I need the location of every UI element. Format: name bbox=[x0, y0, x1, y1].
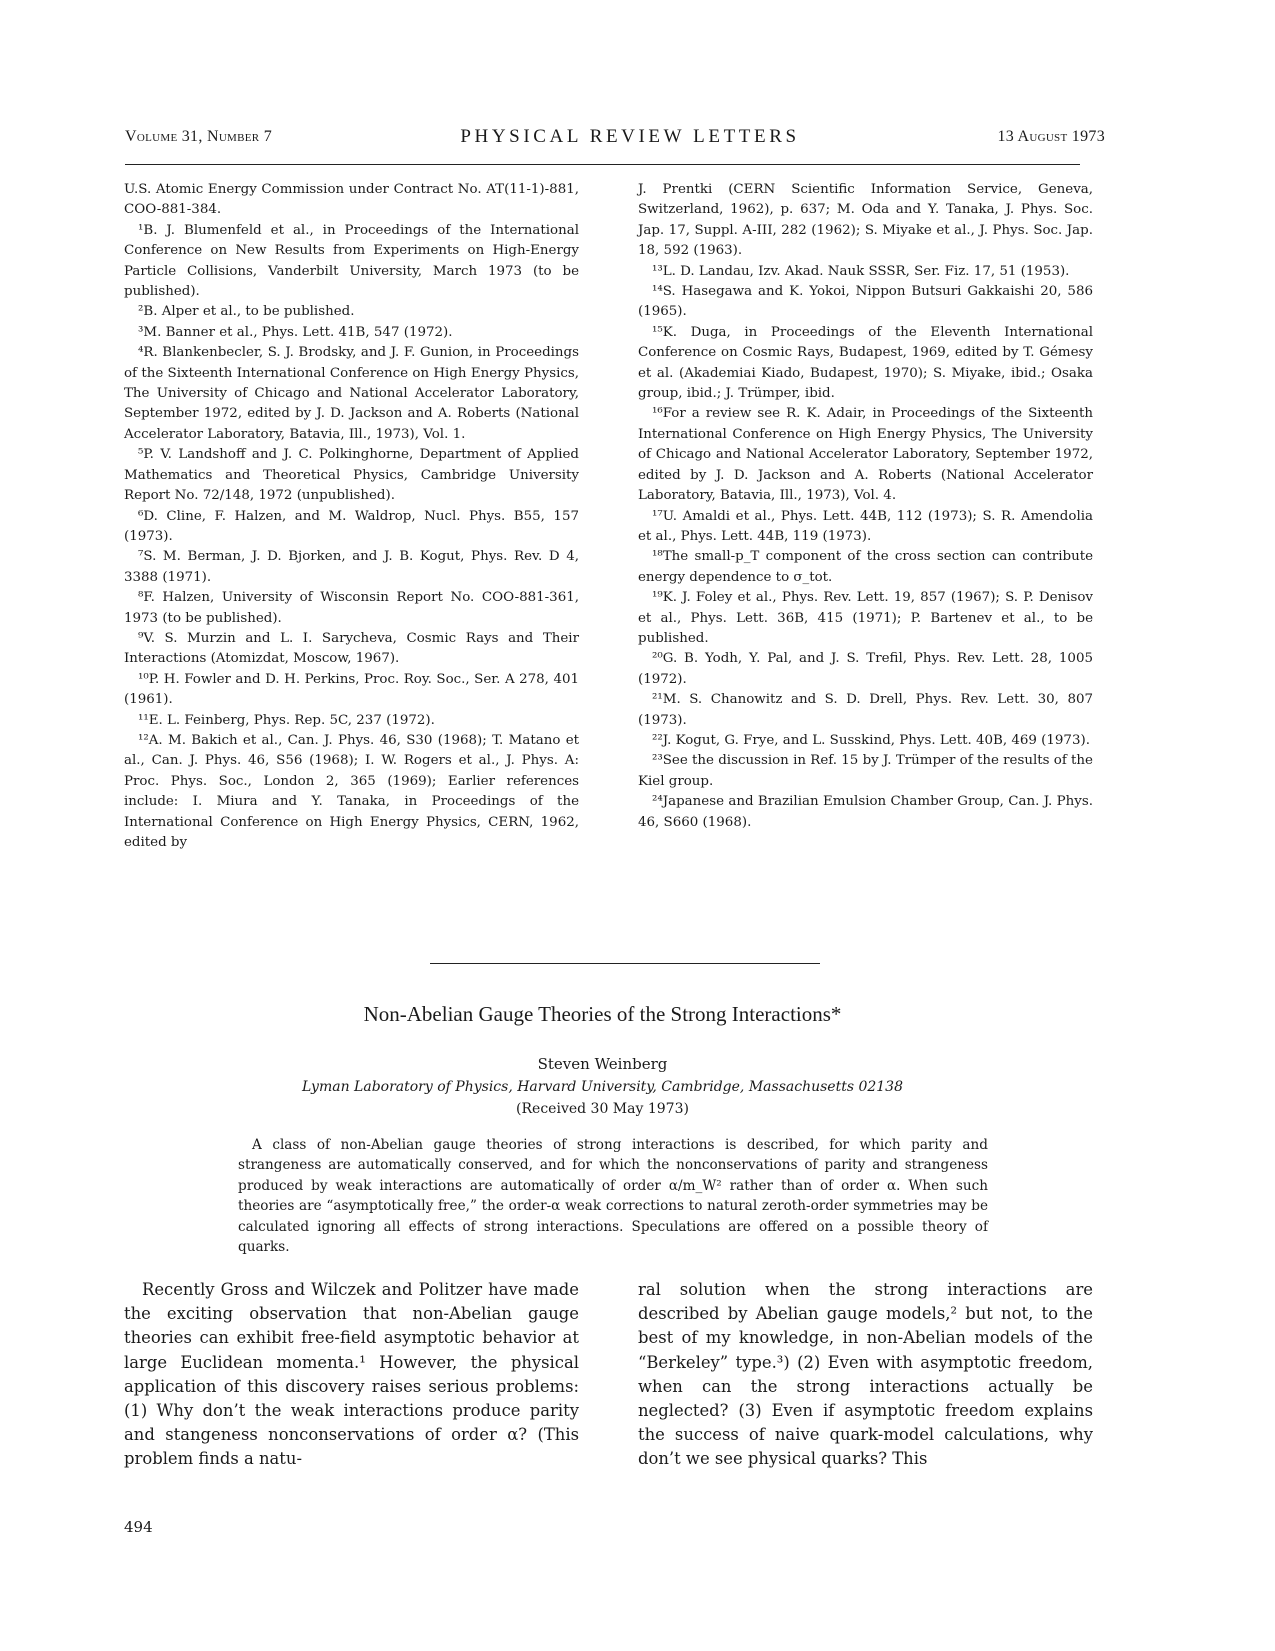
body-text-left-column: Recently Gross and Wilczek and Politzer have made the exciting observation that non-Abelian gauge theories can exhibit free-field asymptotic behavior at large Euclidean momenta.¹ However, the physical application of this discovery raises serious problems: (1) Why don’t the weak interactions produce parity and stangeness nonconservations of order α? (This problem finds a natu- bbox=[124, 1280, 579, 1469]
reference-entry: J. Prentki (CERN Scientific Information Service, Geneva, Switzerland, 1962), p. 637; M. Oda and Y. Tanaka, J. Phys. Soc. Jap. 17, Suppl. A-III, 282 (1962); S. Miyake et al., J. Phys. Soc. Jap. 18, 592 (1963). bbox=[638, 182, 1093, 259]
reference-entry: ²⁴Japanese and Brazilian Emulsion Chamber Group, Can. J. Phys. 46, S660 (1968). bbox=[638, 794, 1093, 830]
received-date: (Received 30 May 1973) bbox=[516, 1101, 689, 1117]
article-title: Non-Abelian Gauge Theories of the Strong Interactions* bbox=[363, 1002, 842, 1026]
reference-entry: ¹⁸The small-p_T component of the cross section can contribute energy dependence to σ_tot. bbox=[638, 549, 1093, 585]
reference-entry: ¹⁵K. Duga, in Proceedings of the Eleventh International Conference on Cosmic Rays, Budapest, 1969, edited by T. Gémesy et al. (Akademiai Kiado, Budapest, 1970); S. Miyake, ibid.; Osaka group, ibid.; J. Trümper, ibid. bbox=[638, 324, 1093, 402]
reference-entry: ²B. Alper et al., to be published. bbox=[138, 304, 355, 320]
reference-entry: ¹⁷U. Amaldi et al., Phys. Lett. 44B, 112 (1973); S. R. Amendolia et al., Phys. Lett. 44B, 119 (1973). bbox=[638, 508, 1093, 544]
reference-entry: ⁵P. V. Landshoff and J. C. Polkinghorne, Department of Applied Mathematics and Theoretical Physics, Cambridge University Report No. 72/148, 1972 (unpublished). bbox=[124, 447, 579, 504]
journal-name: PHYSICAL REVIEW LETTERS bbox=[460, 126, 800, 147]
reference-entry: ⁹V. S. Murzin and L. I. Sarycheva, Cosmic Rays and Their Interactions (Atomizdat, Moscow, 1967). bbox=[124, 630, 579, 667]
references-right-column bbox=[638, 180, 1093, 833]
reference-entry: ¹¹E. L. Feinberg, Phys. Rep. 5C, 237 (1972). bbox=[138, 712, 435, 728]
reference-entry: ¹⁶For a review see R. K. Adair, in Proceedings of the Sixteenth International Conference on High Energy Physics, The University of Chicago and National Accelerator Laboratory, September 1972, edited by J. D. Jackson and A. Roberts (National Accelerator Laboratory, Batavia, Ill., 1973), Vol. 4. bbox=[638, 406, 1093, 504]
page-number: 494 bbox=[124, 1518, 153, 1536]
reference-entry: ⁷S. M. Berman, J. D. Bjorken, and J. B. Kogut, Phys. Rev. D 4, 3388 (1971). bbox=[124, 549, 579, 585]
reference-entry: ³M. Banner et al., Phys. Lett. 41B, 547 (1972). bbox=[138, 324, 453, 340]
reference-entry: ²⁰G. B. Yodh, Y. Pal, and J. S. Trefil, Phys. Rev. Lett. 28, 1005 (1972). bbox=[638, 651, 1093, 687]
reference-entry: ¹²A. M. Bakich et al., Can. J. Phys. 46, S30 (1968); T. Matano et al., Can. J. Phys. 46, S56 (1968); I. W. Rogers et al., J. Phys. A: Proc. Phys. Soc., London 2, 365 (1969); Earlier references include: I. Miura and Y. Tanaka, in Proceedings of the International Conference on High Energy Physics, CERN, 1962, edited by bbox=[124, 732, 579, 850]
section-divider bbox=[430, 963, 820, 964]
reference-entry: ⁶D. Cline, F. Halzen, and M. Waldrop, Nucl. Phys. B55, 157 (1973). bbox=[124, 508, 579, 544]
reference-entry: U.S. Atomic Energy Commission under Contract No. AT(11-1)-881, COO-881-384. bbox=[124, 182, 579, 218]
volume-number: Volume 31, Number 7 bbox=[125, 128, 273, 145]
abstract: A class of non-Abelian gauge theories of strong interactions is described, for which parity and strangeness are automatically conserved, and for which the nonconservations of parity and strangeness produced by weak interactions are automatically of order α/m_W² rather than of order α. When such theories are “asymptotically free,” the order-α weak corrections to natural zeroth-order symmetries may be calculated ignoring all effects of strong interactions. Speculations are offered on a possible theory of quarks. bbox=[238, 1137, 988, 1256]
author-affiliation: Lyman Laboratory of Physics, Harvard University, Cambridge, Massachusetts 02138 bbox=[302, 1079, 903, 1095]
reference-entry: ¹B. J. Blumenfeld et al., in Proceedings of the International Conference on New Results from Experiments on High-Energy Particle Collisions, Vanderbilt University, March 1973 (to be published). bbox=[124, 222, 579, 300]
reference-entry: ¹⁹K. J. Foley et al., Phys. Rev. Lett. 19, 857 (1967); S. P. Denisov et al., Phys. Lett. 36B, 415 (1971); P. Bartenev et al., to be published. bbox=[638, 590, 1093, 646]
article-author: Steven Weinberg bbox=[537, 1055, 668, 1073]
reference-entry: ⁴R. Blankenbecler, S. J. Brodsky, and J. F. Gunion, in Proceedings of the Sixteenth International Conference on High Energy Physics, The University of Chicago and National Accelerator Laboratory, September 1972, edited by J. D. Jackson and A. Roberts (National Accelerator Laboratory, Batavia, Ill., 1973), Vol. 1. bbox=[124, 345, 579, 442]
reference-entry: ¹³L. D. Landau, Izv. Akad. Nauk SSSR, Ser. Fiz. 17, 51 (1953). bbox=[652, 263, 1070, 279]
reference-entry: ¹⁴S. Hasegawa and K. Yokoi, Nippon Butsuri Gakkaishi 20, 586 (1965). bbox=[638, 284, 1093, 320]
issue-date: 13 August 1973 bbox=[997, 128, 1105, 145]
reference-entry: ⁸F. Halzen, University of Wisconsin Report No. COO-881-361, 1973 (to be published). bbox=[124, 590, 579, 626]
references-left-column bbox=[124, 180, 579, 853]
reference-entry: ²³See the discussion in Ref. 15 by J. Trümper of the results of the Kiel group. bbox=[638, 753, 1093, 789]
body-text-right-column: ral solution when the strong interactions are described by Abelian gauge models,² but not, to the best of my knowledge, in non-Abelian models of the “Berkeley” type.³) (2) Even with asymptotic freedom, when can the strong interactions actually be neglected? (3) Even if asymptotic freedom explains the success of naive quark-model calculations, why don’t we see physical quarks? This bbox=[638, 1280, 1093, 1469]
reference-entry: ²¹M. S. Chanowitz and S. D. Drell, Phys. Rev. Lett. 30, 807 (1973). bbox=[638, 692, 1093, 728]
reference-entry: ²²J. Kogut, G. Frye, and L. Susskind, Phys. Lett. 40B, 469 (1973). bbox=[652, 732, 1090, 748]
header-rule bbox=[125, 164, 1080, 165]
reference-entry: ¹⁰P. H. Fowler and D. H. Perkins, Proc. Roy. Soc., Ser. A 278, 401 (1961). bbox=[124, 671, 579, 708]
